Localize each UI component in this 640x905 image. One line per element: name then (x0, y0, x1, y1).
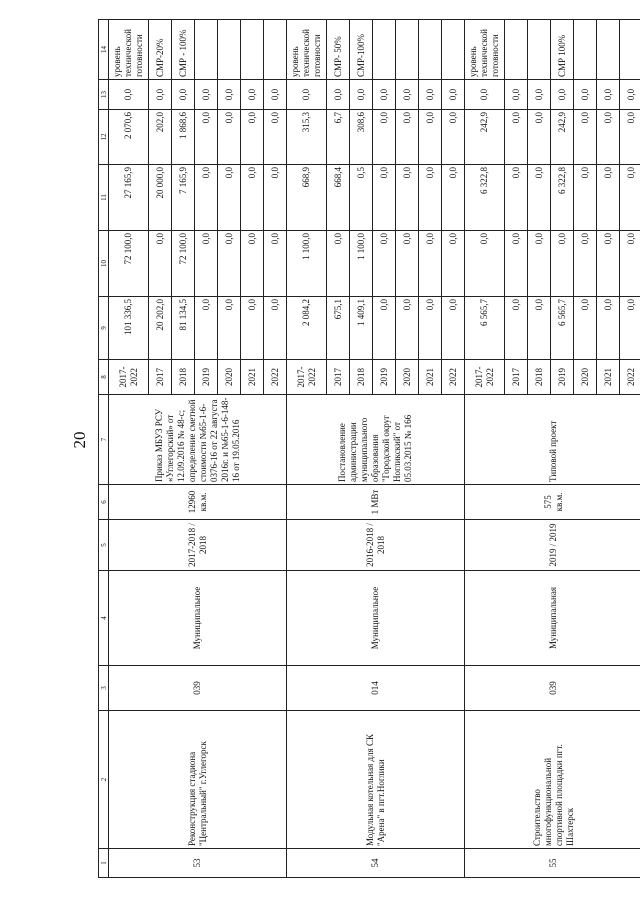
other-sources: 0,0 (350, 80, 373, 110)
federal-budget: 0,0 (528, 231, 551, 297)
column-number-header: 4 (99, 571, 109, 666)
funding-year: 2018 (528, 360, 551, 395)
column-number-header: 14 (99, 20, 109, 80)
regional-budget: 0,0 (442, 165, 465, 231)
other-sources: 0,0 (528, 80, 551, 110)
column-number-header: 3 (99, 666, 109, 711)
federal-budget: 0,0 (505, 231, 528, 297)
column-number-header: 13 (99, 80, 109, 110)
project-number: 53 (109, 849, 287, 878)
readiness-level (620, 20, 640, 80)
other-sources: 0,0 (172, 80, 195, 110)
total-funding: 1 409,1 (350, 297, 373, 360)
federal-budget: 0,0 (373, 231, 396, 297)
basis-document: Постановление администрации муниципального образования "Городской округ Ногликский" от 05.03.2015 № 166 (287, 395, 465, 485)
regional-budget: 0,0 (528, 165, 551, 231)
federal-budget: 0,0 (241, 231, 264, 297)
local-budget: 6,7 (327, 110, 350, 165)
federal-budget: 0,0 (396, 231, 419, 297)
regional-budget: 668,9 (287, 165, 327, 231)
readiness-level: СМР- 50% (327, 20, 350, 80)
project-name: Строительство многофункциональной спортивной площадки пгт. Шахтерск (465, 711, 640, 849)
funding-year: 2017 (327, 360, 350, 395)
funding-year: 2017-2022 (109, 360, 149, 395)
ownership-form: Муниципальное (287, 571, 465, 666)
other-sources: 0,0 (241, 80, 264, 110)
total-funding: 6 565,7 (465, 297, 505, 360)
funding-year: 2017-2022 (287, 360, 327, 395)
readiness-level (505, 20, 528, 80)
readiness-level: СМР-20% (149, 20, 172, 80)
total-funding: 0,0 (620, 297, 640, 360)
regional-budget: 0,5 (350, 165, 373, 231)
funding-year: 2021 (597, 360, 620, 395)
federal-budget: 0,0 (465, 231, 505, 297)
local-budget: 0,0 (373, 110, 396, 165)
federal-budget: 1 100,0 (287, 231, 327, 297)
regional-budget: 6 322,8 (551, 165, 574, 231)
other-sources: 0,0 (551, 80, 574, 110)
construction-years: 2016-2018 / 2018 (287, 520, 465, 571)
total-funding: 0,0 (396, 297, 419, 360)
column-number-header: 6 (99, 485, 109, 520)
readiness-level: СМР-100% (350, 20, 373, 80)
regional-budget: 0,0 (419, 165, 442, 231)
regional-budget: 0,0 (195, 165, 218, 231)
project-capacity: 1 МВт (287, 485, 465, 520)
readiness-level: СМР 100% (551, 20, 574, 80)
local-budget: 0,0 (528, 110, 551, 165)
other-sources: 0,0 (419, 80, 442, 110)
readiness-level (528, 20, 551, 80)
regional-budget: 0,0 (574, 165, 597, 231)
table-row (287, 20, 327, 878)
other-sources: 0,0 (442, 80, 465, 110)
federal-budget: 0,0 (149, 231, 172, 297)
column-number-header: 12 (99, 110, 109, 165)
readiness-level (597, 20, 620, 80)
project-name: Реконструкция стадиона "Центральный" г.Углегорск (109, 711, 287, 849)
total-funding: 6 565,7 (551, 297, 574, 360)
federal-budget: 0,0 (419, 231, 442, 297)
total-funding: 2 084,2 (287, 297, 327, 360)
project-number: 54 (287, 849, 465, 878)
regional-budget: 0,0 (218, 165, 241, 231)
regional-budget: 27 165,9 (109, 165, 149, 231)
total-funding: 0,0 (264, 297, 287, 360)
local-budget: 242,9 (551, 110, 574, 165)
regional-budget: 0,0 (396, 165, 419, 231)
regional-budget: 20 000,0 (149, 165, 172, 231)
funding-year: 2018 (350, 360, 373, 395)
other-sources: 0,0 (620, 80, 640, 110)
industry-code: 014 (287, 666, 465, 711)
regional-budget: 668,4 (327, 165, 350, 231)
total-funding: 0,0 (419, 297, 442, 360)
regional-budget: 0,0 (264, 165, 287, 231)
table-row (465, 20, 505, 878)
federal-budget: 0,0 (218, 231, 241, 297)
local-budget: 0,0 (396, 110, 419, 165)
column-number-header: 2 (99, 711, 109, 849)
readiness-level (419, 20, 442, 80)
other-sources: 0,0 (109, 80, 149, 110)
other-sources: 0,0 (505, 80, 528, 110)
total-funding: 81 134,5 (172, 297, 195, 360)
basis-document: Типовой проект (465, 395, 640, 485)
local-budget: 242,9 (465, 110, 505, 165)
other-sources: 0,0 (218, 80, 241, 110)
total-funding: 0,0 (505, 297, 528, 360)
local-budget: 308,6 (350, 110, 373, 165)
federal-budget: 0,0 (620, 231, 640, 297)
regional-budget: 0,0 (373, 165, 396, 231)
federal-budget: 1 100,0 (350, 231, 373, 297)
total-funding: 0,0 (528, 297, 551, 360)
total-funding: 675,1 (327, 297, 350, 360)
column-number-header: 7 (99, 395, 109, 485)
local-budget: 0,0 (574, 110, 597, 165)
readiness-level (264, 20, 287, 80)
other-sources: 0,0 (195, 80, 218, 110)
industry-code: 039 (109, 666, 287, 711)
funding-year: 2022 (620, 360, 640, 395)
other-sources: 0,0 (373, 80, 396, 110)
funding-year: 2021 (419, 360, 442, 395)
project-name: Модульная котельная для СК "Арена" в пгт.Ноглики (287, 711, 465, 849)
total-funding: 0,0 (373, 297, 396, 360)
column-number-header: 8 (99, 360, 109, 395)
local-budget: 0,0 (620, 110, 640, 165)
other-sources: 0,0 (287, 80, 327, 110)
funding-year: 2018 (172, 360, 195, 395)
other-sources: 0,0 (574, 80, 597, 110)
column-number-header: 1 (99, 849, 109, 878)
rotated-table-container (98, 20, 636, 878)
ownership-form: Муниципальная (465, 571, 640, 666)
funding-year: 2021 (241, 360, 264, 395)
readiness-level (373, 20, 396, 80)
federal-budget: 0,0 (574, 231, 597, 297)
federal-budget: 0,0 (195, 231, 218, 297)
other-sources: 0,0 (465, 80, 505, 110)
regional-budget: 0,0 (620, 165, 640, 231)
total-funding: 101 336,5 (109, 297, 149, 360)
local-budget: 202,0 (149, 110, 172, 165)
federal-budget: 0,0 (551, 231, 574, 297)
column-number-header: 9 (99, 297, 109, 360)
total-funding: 0,0 (574, 297, 597, 360)
readiness-level (396, 20, 419, 80)
table-body (99, 20, 640, 878)
local-budget: 0,0 (195, 110, 218, 165)
other-sources: 0,0 (264, 80, 287, 110)
readiness-level: СМР - 100% (172, 20, 195, 80)
federal-budget: 0,0 (597, 231, 620, 297)
readiness-level (218, 20, 241, 80)
page-number: 20 (70, 431, 89, 449)
federal-budget: 72 100,0 (172, 231, 195, 297)
project-number: 55 (465, 849, 640, 878)
column-number-header: 5 (99, 520, 109, 571)
total-funding: 20 202,0 (149, 297, 172, 360)
funding-year: 2020 (218, 360, 241, 395)
readiness-level (195, 20, 218, 80)
funding-year: 2020 (574, 360, 597, 395)
construction-years: 2019 / 2019 (465, 520, 640, 571)
federal-budget: 0,0 (264, 231, 287, 297)
local-budget: 0,0 (505, 110, 528, 165)
investment-projects-table (98, 19, 640, 878)
header-row (99, 20, 109, 878)
federal-budget: 0,0 (442, 231, 465, 297)
total-funding: 0,0 (442, 297, 465, 360)
readiness-level: уровень технической готовности (465, 20, 505, 80)
funding-year: 2022 (442, 360, 465, 395)
regional-budget: 7 165,9 (172, 165, 195, 231)
basis-document: Приказ МБУЗ РСУ «Углегорский» от 12.09.2016 № 48-с; определение сметной стоимости №65-1-6-0376-16 от 22 августа 2016г. и №65-1-6-148-16 от 19.05.2016 (109, 395, 287, 485)
funding-year: 2019 (373, 360, 396, 395)
other-sources: 0,0 (327, 80, 350, 110)
funding-year: 2017 (505, 360, 528, 395)
construction-years: 2017-2018 / 2018 (109, 520, 287, 571)
total-funding: 0,0 (241, 297, 264, 360)
funding-year: 2017-2022 (465, 360, 505, 395)
project-capacity: 575 кв.м. (465, 485, 640, 520)
total-funding: 0,0 (195, 297, 218, 360)
local-budget: 1 868,6 (172, 110, 195, 165)
readiness-level: уровень технической готовности (109, 20, 149, 80)
federal-budget: 0,0 (327, 231, 350, 297)
column-number-header: 10 (99, 231, 109, 297)
column-number-header: 11 (99, 165, 109, 231)
readiness-level (574, 20, 597, 80)
regional-budget: 0,0 (241, 165, 264, 231)
readiness-level (442, 20, 465, 80)
other-sources: 0,0 (597, 80, 620, 110)
funding-year: 2017 (149, 360, 172, 395)
total-funding: 0,0 (597, 297, 620, 360)
local-budget: 0,0 (442, 110, 465, 165)
total-funding: 0,0 (218, 297, 241, 360)
other-sources: 0,0 (396, 80, 419, 110)
federal-budget: 72 100,0 (109, 231, 149, 297)
local-budget: 0,0 (264, 110, 287, 165)
funding-year: 2019 (195, 360, 218, 395)
funding-year: 2020 (396, 360, 419, 395)
readiness-level: уровень технической готовности (287, 20, 327, 80)
industry-code: 039 (465, 666, 640, 711)
local-budget: 0,0 (241, 110, 264, 165)
readiness-level (241, 20, 264, 80)
ownership-form: Муниципальное (109, 571, 287, 666)
funding-year: 2019 (551, 360, 574, 395)
other-sources: 0,0 (149, 80, 172, 110)
local-budget: 0,0 (597, 110, 620, 165)
local-budget: 315,3 (287, 110, 327, 165)
local-budget: 0,0 (218, 110, 241, 165)
table-row (109, 20, 149, 878)
local-budget: 0,0 (419, 110, 442, 165)
project-capacity: 12960 кв.м. (109, 485, 287, 520)
regional-budget: 6 322,8 (465, 165, 505, 231)
regional-budget: 0,0 (597, 165, 620, 231)
funding-year: 2022 (264, 360, 287, 395)
regional-budget: 0,0 (505, 165, 528, 231)
local-budget: 2 070,6 (109, 110, 149, 165)
